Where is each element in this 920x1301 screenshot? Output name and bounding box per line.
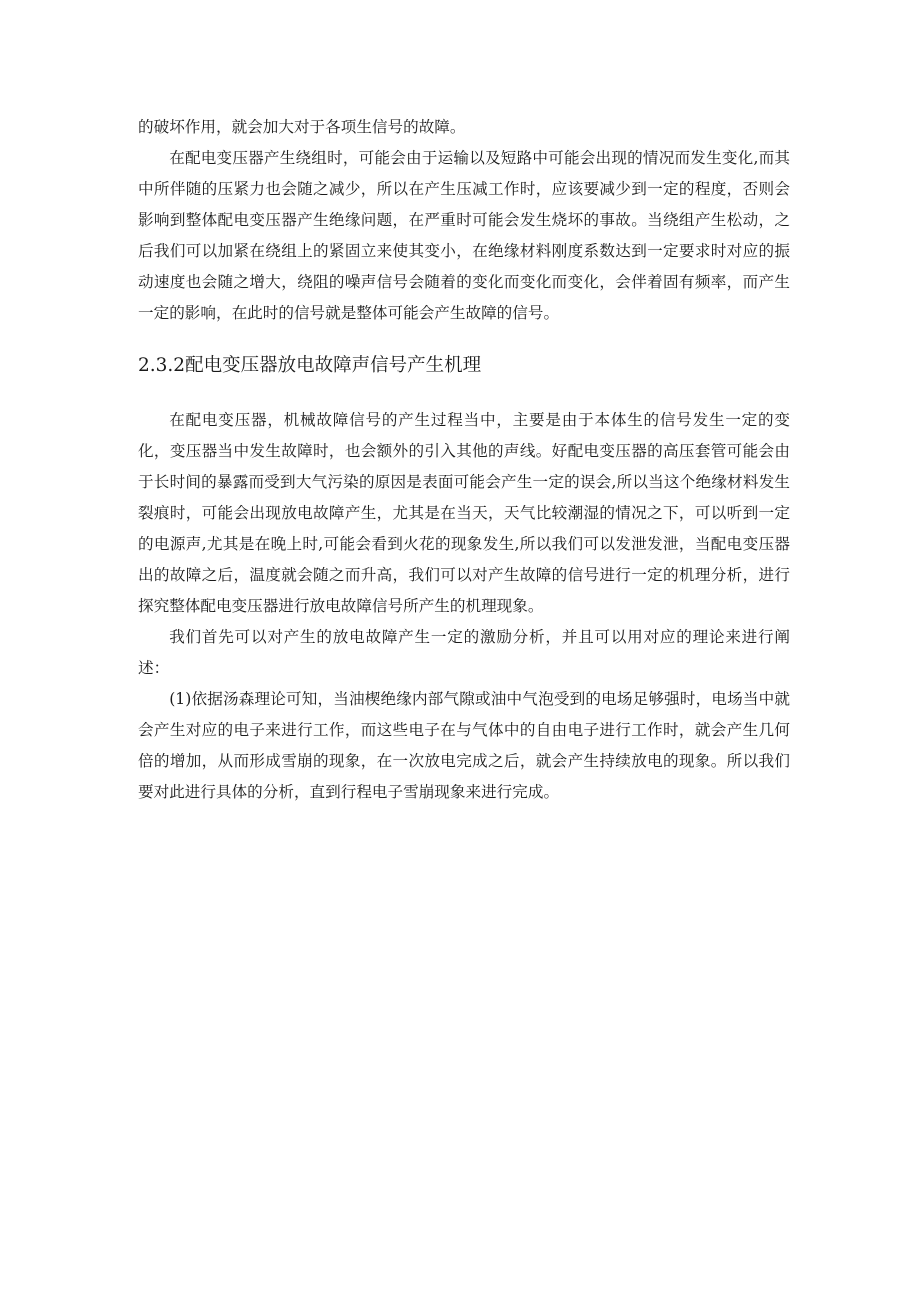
paragraph-discharge-mechanism: 在配电变压器，机械故障信号的产生过程当中，主要是由于本体生的信号发生一定的变化，变压器当中发生故障时，也会额外的引入其他的声线。好配电变压器的高压套管可能会由于长时间的暴露而受到大气污染的原因是表面可能会产生一定的误会,所以当这个绝缘材料发生裂痕时，可能会出现放电故障产生，尤其是在当天，天气比较潮湿的情况之下，可以听到一定的电源声,尤其是在晚上时,可能会看到火花的现象发生,所以我们可以发泄发泄，当配电变压器出的故障之后，温度就会随之而升高，我们可以对产生故障的信号进行一定的机理分析，进行探究整体配电变压器进行放电故障信号所产生的机理现象。 — [138, 411, 790, 615]
paragraph-townsend-theory: (1)依据汤森理论可知，当油楔绝缘内部气隙或油中气泡受到的电场足够强时，电场当中就会产生对应的电子来进行工作，而这些电子在与气体中的自由电子进行工作时，就会产生几何倍的增加，从而形成雪崩的现象，在一次放电完成之后，就会产生持续放电的现象。所以我们要对此进行具体的分析，直到行程电子雪崩现象来进行完成。 — [138, 690, 790, 801]
paragraph-excitation-analysis: 我们首先可以对产生的放电故障产生一定的激励分析，并且可以用对应的理论来进行阐述： — [138, 628, 790, 677]
paragraph-continuation: 的破坏作用，就会加大对于各项生信号的故障。 — [138, 118, 466, 136]
section-heading: 2.3.2配电变压器放电故障声信号产生机理 — [138, 355, 482, 376]
document-page — [138, 112, 790, 808]
paragraph-winding: 在配电变压器产生绕组时，可能会由于运输以及短路中可能会出现的情况而发生变化,而其中所伴随的压紧力也会随之减少，所以在产生压减工作时，应该要减少到一定的程度，否则会影响到整体配电变压器产生绝缘问题，在严重时可能会发生烧坏的事故。当绕组产生松动，之后我们可以加紧在绕组上的紧固立来使其变小，在绝缘材料刚度系数达到一定要求时对应的振动速度也会随之增大，绕阻的噪声信号会随着的变化而变化而变化，会伴着固有频率，而产生一定的影响，在此时的信号就是整体可能会产生故障的信号。 — [138, 149, 790, 322]
